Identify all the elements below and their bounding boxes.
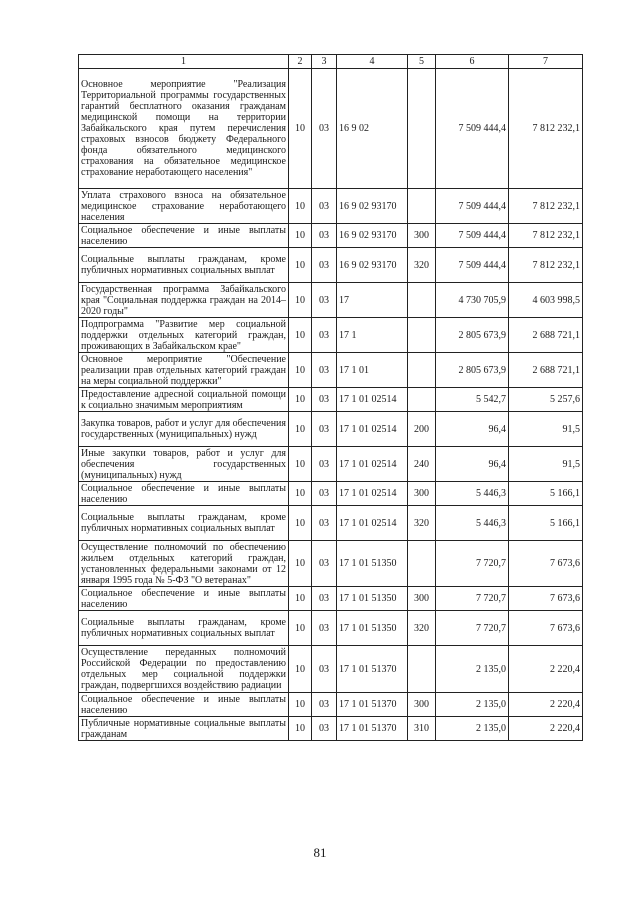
row-amount-col7: 2 688 721,1 bbox=[509, 318, 583, 353]
row-amount-col6: 96,4 bbox=[436, 412, 509, 447]
row-amount-col6: 7 509 444,4 bbox=[436, 69, 509, 189]
row-subsection: 03 bbox=[312, 353, 337, 388]
row-target-code: 17 1 01 02514 bbox=[337, 447, 408, 482]
table-row bbox=[79, 541, 583, 587]
row-expense-type: 300 bbox=[408, 587, 436, 611]
row-expense-type bbox=[408, 283, 436, 318]
row-amount-col7: 7 812 232,1 bbox=[509, 224, 583, 248]
row-amount-col6: 4 730 705,9 bbox=[436, 283, 509, 318]
row-subsection: 03 bbox=[312, 482, 337, 506]
table-row bbox=[79, 506, 583, 541]
row-subsection: 03 bbox=[312, 646, 337, 693]
row-amount-col7: 2 688 721,1 bbox=[509, 353, 583, 388]
table-row bbox=[79, 69, 583, 189]
row-amount-col6: 5 542,7 bbox=[436, 388, 509, 412]
row-section: 10 bbox=[289, 388, 312, 412]
row-section: 10 bbox=[289, 224, 312, 248]
row-amount-col7: 4 603 998,5 bbox=[509, 283, 583, 318]
table-row bbox=[79, 482, 583, 506]
row-amount-col6: 7 720,7 bbox=[436, 541, 509, 587]
table-row bbox=[79, 353, 583, 388]
table-row bbox=[79, 693, 583, 717]
row-name: Государственная программа Забайкальского края "Социальная поддержка граждан на 2014–2020 годы" bbox=[79, 283, 289, 318]
row-amount-col7: 91,5 bbox=[509, 447, 583, 482]
row-expense-type: 300 bbox=[408, 482, 436, 506]
table-row bbox=[79, 248, 583, 283]
row-amount-col7: 7 673,6 bbox=[509, 587, 583, 611]
row-subsection: 03 bbox=[312, 189, 337, 224]
row-name: Публичные нормативные социальные выплаты гражданам bbox=[79, 717, 289, 741]
row-name: Уплата страхового взноса на обязательное медицинское страхование неработающего населения bbox=[79, 189, 289, 224]
row-expense-type bbox=[408, 318, 436, 353]
row-section: 10 bbox=[289, 482, 312, 506]
row-subsection: 03 bbox=[312, 541, 337, 587]
header-col-7: 7 bbox=[509, 55, 583, 69]
row-expense-type bbox=[408, 69, 436, 189]
row-section: 10 bbox=[289, 587, 312, 611]
row-target-code: 17 1 01 51350 bbox=[337, 541, 408, 587]
row-expense-type: 300 bbox=[408, 224, 436, 248]
row-name: Подпрограмма "Развитие мер социальной поддержки отдельных категорий граждан, проживающих в Забайкальском крае" bbox=[79, 318, 289, 353]
row-amount-col7: 7 812 232,1 bbox=[509, 69, 583, 189]
row-amount-col7: 7 673,6 bbox=[509, 611, 583, 646]
row-section: 10 bbox=[289, 248, 312, 283]
row-amount-col7: 5 257,6 bbox=[509, 388, 583, 412]
row-amount-col6: 7 509 444,4 bbox=[436, 189, 509, 224]
row-target-code: 16 9 02 93170 bbox=[337, 224, 408, 248]
row-section: 10 bbox=[289, 447, 312, 482]
row-subsection: 03 bbox=[312, 506, 337, 541]
row-subsection: 03 bbox=[312, 224, 337, 248]
row-expense-type: 240 bbox=[408, 447, 436, 482]
row-subsection: 03 bbox=[312, 717, 337, 741]
row-target-code: 17 1 01 51350 bbox=[337, 587, 408, 611]
row-name: Предоставление адресной социальной помощи к социально значимым мероприятиям bbox=[79, 388, 289, 412]
row-section: 10 bbox=[289, 283, 312, 318]
row-target-code: 17 1 01 51370 bbox=[337, 646, 408, 693]
row-amount-col6: 2 805 673,9 bbox=[436, 318, 509, 353]
row-amount-col6: 7 509 444,4 bbox=[436, 224, 509, 248]
row-name: Социальное обеспечение и иные выплаты населению bbox=[79, 224, 289, 248]
header-col-2: 2 bbox=[289, 55, 312, 69]
row-subsection: 03 bbox=[312, 318, 337, 353]
row-name: Социальное обеспечение и иные выплаты населению bbox=[79, 482, 289, 506]
row-amount-col6: 2 135,0 bbox=[436, 693, 509, 717]
table-row bbox=[79, 587, 583, 611]
row-section: 10 bbox=[289, 412, 312, 447]
row-section: 10 bbox=[289, 717, 312, 741]
row-name: Социальные выплаты гражданам, кроме публичных нормативных социальных выплат bbox=[79, 506, 289, 541]
row-expense-type bbox=[408, 646, 436, 693]
row-section: 10 bbox=[289, 693, 312, 717]
header-row bbox=[79, 55, 583, 69]
table-row bbox=[79, 412, 583, 447]
table-body bbox=[79, 69, 583, 741]
table-row bbox=[79, 224, 583, 248]
row-amount-col7: 2 220,4 bbox=[509, 693, 583, 717]
row-subsection: 03 bbox=[312, 388, 337, 412]
row-subsection: 03 bbox=[312, 412, 337, 447]
table-row bbox=[79, 283, 583, 318]
header-col-1: 1 bbox=[79, 55, 289, 69]
row-subsection: 03 bbox=[312, 248, 337, 283]
row-expense-type bbox=[408, 189, 436, 224]
row-amount-col6: 2 805 673,9 bbox=[436, 353, 509, 388]
row-name: Социальные выплаты гражданам, кроме публичных нормативных социальных выплат bbox=[79, 248, 289, 283]
row-name: Осуществление полномочий по обеспечению жильем отдельных категорий граждан, установленных федеральными законами от 12 января 1995 года № 5-ФЗ "О ветеранах" bbox=[79, 541, 289, 587]
row-target-code: 17 1 01 02514 bbox=[337, 482, 408, 506]
row-amount-col7: 7 673,6 bbox=[509, 541, 583, 587]
row-expense-type: 320 bbox=[408, 248, 436, 283]
row-target-code: 17 bbox=[337, 283, 408, 318]
row-subsection: 03 bbox=[312, 447, 337, 482]
row-name: Осуществление переданных полномочий Российской Федерации по предоставлению отдельных мер социальной поддержки граждан, подвергшихся воздействию радиации bbox=[79, 646, 289, 693]
row-amount-col7: 2 220,4 bbox=[509, 717, 583, 741]
row-amount-col7: 5 166,1 bbox=[509, 482, 583, 506]
row-expense-type bbox=[408, 353, 436, 388]
row-expense-type: 320 bbox=[408, 506, 436, 541]
row-amount-col6: 2 135,0 bbox=[436, 646, 509, 693]
table-row bbox=[79, 189, 583, 224]
row-target-code: 17 1 01 02514 bbox=[337, 388, 408, 412]
row-amount-col7: 5 166,1 bbox=[509, 506, 583, 541]
row-expense-type: 320 bbox=[408, 611, 436, 646]
table-row bbox=[79, 388, 583, 412]
row-target-code: 17 1 01 51370 bbox=[337, 693, 408, 717]
row-target-code: 16 9 02 93170 bbox=[337, 189, 408, 224]
row-target-code: 17 1 01 02514 bbox=[337, 412, 408, 447]
row-name: Закупка товаров, работ и услуг для обеспечения государственных (муниципальных) нужд bbox=[79, 412, 289, 447]
row-target-code: 16 9 02 bbox=[337, 69, 408, 189]
table-row bbox=[79, 447, 583, 482]
row-amount-col6: 2 135,0 bbox=[436, 717, 509, 741]
row-amount-col7: 7 812 232,1 bbox=[509, 248, 583, 283]
row-amount-col6: 7 509 444,4 bbox=[436, 248, 509, 283]
row-amount-col6: 96,4 bbox=[436, 447, 509, 482]
row-name: Социальные выплаты гражданам, кроме публичных нормативных социальных выплат bbox=[79, 611, 289, 646]
row-amount-col6: 5 446,3 bbox=[436, 506, 509, 541]
row-amount-col7: 91,5 bbox=[509, 412, 583, 447]
row-expense-type bbox=[408, 541, 436, 587]
table-row bbox=[79, 318, 583, 353]
row-name: Социальное обеспечение и иные выплаты населению bbox=[79, 693, 289, 717]
row-subsection: 03 bbox=[312, 587, 337, 611]
row-amount-col6: 7 720,7 bbox=[436, 611, 509, 646]
table-row bbox=[79, 611, 583, 646]
row-name: Иные закупки товаров, работ и услуг для обеспечения государственных (муниципальных) нужд bbox=[79, 447, 289, 482]
row-target-code: 17 1 01 bbox=[337, 353, 408, 388]
row-section: 10 bbox=[289, 189, 312, 224]
row-section: 10 bbox=[289, 541, 312, 587]
row-section: 10 bbox=[289, 506, 312, 541]
header-col-4: 4 bbox=[337, 55, 408, 69]
table-row bbox=[79, 646, 583, 693]
row-amount-col7: 2 220,4 bbox=[509, 646, 583, 693]
budget-table bbox=[78, 54, 583, 741]
row-amount-col6: 5 446,3 bbox=[436, 482, 509, 506]
row-subsection: 03 bbox=[312, 283, 337, 318]
row-expense-type: 200 bbox=[408, 412, 436, 447]
row-name: Основное мероприятие "Обеспечение реализации прав отдельных категорий граждан на меры социальной поддержки" bbox=[79, 353, 289, 388]
row-section: 10 bbox=[289, 646, 312, 693]
header-col-6: 6 bbox=[436, 55, 509, 69]
row-target-code: 17 1 01 51350 bbox=[337, 611, 408, 646]
row-amount-col7: 7 812 232,1 bbox=[509, 189, 583, 224]
row-name: Социальное обеспечение и иные выплаты населению bbox=[79, 587, 289, 611]
row-name: Основное мероприятие "Реализация Территориальной программы государственных гарантий бесплатного оказания гражданам медицинской помощи на территории Забайкальского края путем перечисления страховых взносов бюджету Федерального фонда обязательного медицинского страхования на обязательное медицинское страхование неработающего населения" bbox=[79, 69, 289, 189]
row-amount-col6: 7 720,7 bbox=[436, 587, 509, 611]
row-target-code: 17 1 bbox=[337, 318, 408, 353]
row-subsection: 03 bbox=[312, 69, 337, 189]
row-target-code: 17 1 01 51370 bbox=[337, 717, 408, 741]
header-col-5: 5 bbox=[408, 55, 436, 69]
row-subsection: 03 bbox=[312, 611, 337, 646]
row-target-code: 16 9 02 93170 bbox=[337, 248, 408, 283]
row-expense-type bbox=[408, 388, 436, 412]
row-section: 10 bbox=[289, 318, 312, 353]
row-section: 10 bbox=[289, 611, 312, 646]
page-number: 81 bbox=[313, 845, 327, 860]
row-target-code: 17 1 01 02514 bbox=[337, 506, 408, 541]
row-section: 10 bbox=[289, 69, 312, 189]
row-expense-type: 310 bbox=[408, 717, 436, 741]
row-expense-type: 300 bbox=[408, 693, 436, 717]
row-section: 10 bbox=[289, 353, 312, 388]
row-subsection: 03 bbox=[312, 693, 337, 717]
table-row bbox=[79, 717, 583, 741]
header-col-3: 3 bbox=[312, 55, 337, 69]
